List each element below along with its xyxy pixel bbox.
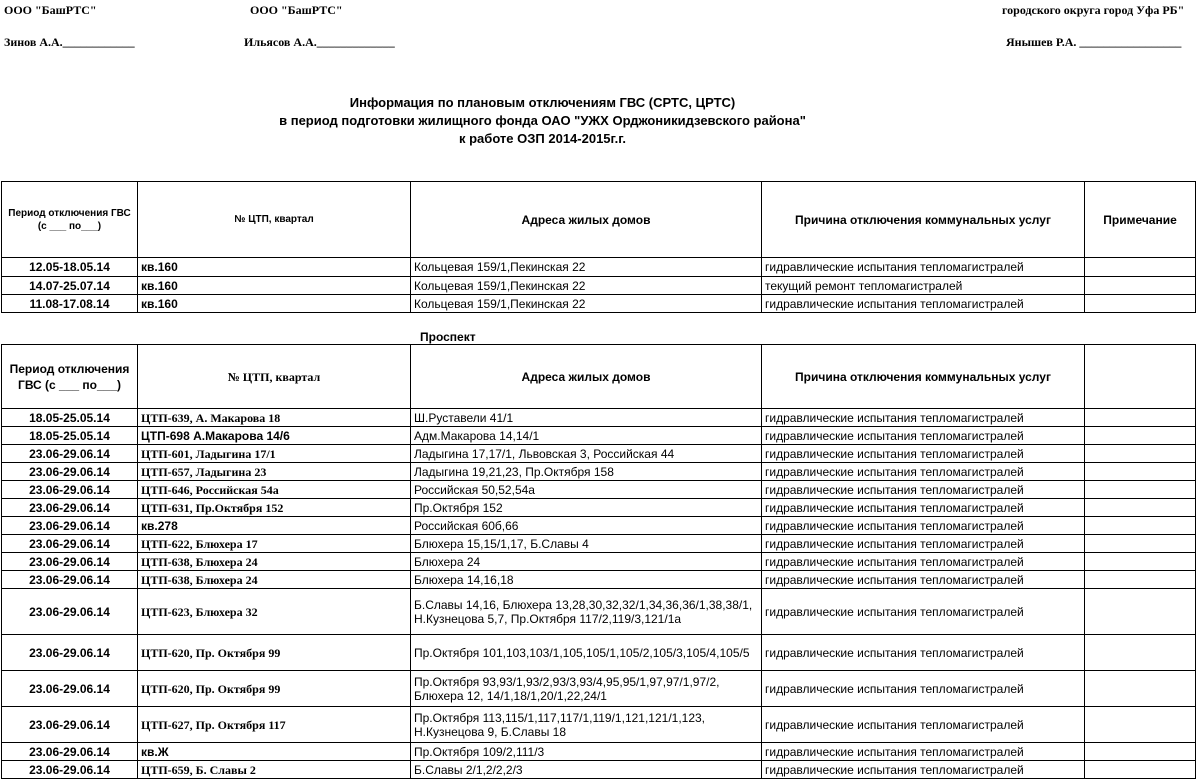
address-cell: Адм.Макарова 14,14/1	[411, 427, 762, 445]
note-cell	[1085, 635, 1196, 671]
ctp-cell: ЦТП-620, Пр. Октября 99	[138, 671, 411, 707]
note-cell	[1085, 671, 1196, 707]
reason-cell: гидравлические испытания тепломагистралей	[762, 535, 1085, 553]
note-cell	[1085, 295, 1196, 313]
period-cell: 23.06-29.06.14	[2, 445, 138, 463]
column-header-period: Период отключения ГВС (с ___ по___)	[2, 182, 138, 258]
address-cell: Пр.Октября 93,93/1,93/2,93/3,93/4,95,95/1,97,97/1,97/2, Блюхера 12, 14/1,18/1,20/1,22,24/1	[411, 671, 762, 707]
period-cell: 18.05-25.05.14	[2, 409, 138, 427]
address-cell: Б.Славы 14,16, Блюхера 13,28,30,32,32/1,34,36,36/1,38,38/1, Н.Кузнецова 5,7, Пр.Октября 117/2,119/3,121/1а	[411, 589, 762, 635]
reason-cell: гидравлические испытания тепломагистралей	[762, 589, 1085, 635]
reason-cell: гидравлические испытания тепломагистралей	[762, 258, 1085, 277]
note-cell	[1085, 743, 1196, 761]
note-cell	[1085, 481, 1196, 499]
period-cell: 23.06-29.06.14	[2, 535, 138, 553]
table-row	[2, 517, 1196, 535]
ctp-cell: ЦТП-639, А. Макарова 18	[138, 409, 411, 427]
column-header-address: Адреса жилых домов	[411, 182, 762, 258]
period-cell: 18.05-25.05.14	[2, 427, 138, 445]
ctp-cell: ЦТП-623, Блюхера 32	[138, 589, 411, 635]
schedule-table-2	[1, 344, 1196, 779]
schedule-table-1	[1, 181, 1196, 313]
reason-cell: гидравлические испытания тепломагистралей	[762, 427, 1085, 445]
document-title-line3: к работе ОЗП 2014-2015г.г.	[459, 131, 626, 146]
reason-cell: гидравлические испытания тепломагистралей	[762, 463, 1085, 481]
column-header-note	[1085, 345, 1196, 409]
reason-cell: гидравлические испытания тепломагистралей	[762, 553, 1085, 571]
reason-cell: гидравлические испытания тепломагистралей	[762, 571, 1085, 589]
table-row	[2, 589, 1196, 635]
address-cell: Ладыгина 17,17/1, Львовская 3, Российская 44	[411, 445, 762, 463]
table-row	[2, 463, 1196, 481]
reason-cell: гидравлические испытания тепломагистралей	[762, 481, 1085, 499]
ctp-cell: кв.Ж	[138, 743, 411, 761]
table-row	[2, 571, 1196, 589]
reason-cell: гидравлические испытания тепломагистралей	[762, 499, 1085, 517]
document-title-line2: в период подготовки жилищного фонда ОАО "УЖХ Орджоникидзевского района"	[279, 113, 806, 128]
address-cell: Кольцевая 159/1,Пекинская 22	[411, 258, 762, 277]
address-cell: Кольцевая 159/1,Пекинская 22	[411, 277, 762, 295]
period-cell: 23.06-29.06.14	[2, 481, 138, 499]
table-row	[2, 499, 1196, 517]
ctp-cell: ЦТП-638, Блюхера 24	[138, 553, 411, 571]
period-cell: 23.06-29.06.14	[2, 589, 138, 635]
ctp-cell: ЦТП-601, Ладыгина 17/1	[138, 445, 411, 463]
note-cell	[1085, 409, 1196, 427]
signature-right: Янышев Р.А. _________________	[1006, 35, 1182, 49]
column-header-note: Примечание	[1085, 182, 1196, 258]
reason-cell: гидравлические испытания тепломагистралей	[762, 409, 1085, 427]
table-row	[2, 445, 1196, 463]
period-cell: 23.06-29.06.14	[2, 463, 138, 481]
ctp-cell: ЦТП-627, Пр. Октября 117	[138, 707, 411, 743]
table-row	[2, 761, 1196, 779]
column-header-reason: Причина отключения коммунальных услуг	[762, 182, 1085, 258]
reason-cell: гидравлические испытания тепломагистралей	[762, 517, 1085, 535]
address-cell: Пр.Октября 152	[411, 499, 762, 517]
signature-middle: Ильясов А.А._____________	[244, 35, 395, 49]
ctp-cell: ЦТП-659, Б. Славы 2	[138, 761, 411, 779]
reason-cell: гидравлические испытания тепломагистралей	[762, 295, 1085, 313]
ctp-cell: кв.160	[138, 295, 411, 313]
address-cell: Ладыгина 19,21,23, Пр.Октября 158	[411, 463, 762, 481]
reason-cell: гидравлические испытания тепломагистралей	[762, 445, 1085, 463]
org-left: ООО "БашРТС"	[4, 3, 97, 17]
note-cell	[1085, 707, 1196, 743]
table-row	[2, 295, 1196, 313]
note-cell	[1085, 761, 1196, 779]
column-header-reason: Причина отключения коммунальных услуг	[762, 345, 1085, 409]
ctp-cell: кв.160	[138, 258, 411, 277]
address-cell: Блюхера 14,16,18	[411, 571, 762, 589]
address-cell: Б.Славы 2/1,2/2,2/3	[411, 761, 762, 779]
section-label-prospekt: Проспект	[420, 330, 476, 344]
org-middle: ООО "БашРТС"	[250, 3, 343, 17]
table-header-row	[2, 182, 1196, 258]
period-cell: 23.06-29.06.14	[2, 517, 138, 535]
table-row	[2, 481, 1196, 499]
period-cell: 23.06-29.06.14	[2, 553, 138, 571]
period-cell: 11.08-17.08.14	[2, 295, 138, 313]
address-cell: Пр.Октября 109/2,111/3	[411, 743, 762, 761]
ctp-cell: кв.160	[138, 277, 411, 295]
table-row	[2, 427, 1196, 445]
note-cell	[1085, 535, 1196, 553]
note-cell	[1085, 277, 1196, 295]
ctp-cell: ЦТП-638, Блюхера 24	[138, 571, 411, 589]
note-cell	[1085, 499, 1196, 517]
reason-cell: гидравлические испытания тепломагистралей	[762, 761, 1085, 779]
reason-cell: гидравлические испытания тепломагистралей	[762, 743, 1085, 761]
ctp-cell: ЦТП-698 А.Макарова 14/6	[138, 427, 411, 445]
period-cell: 23.06-29.06.14	[2, 761, 138, 779]
ctp-cell: ЦТП-631, Пр.Октября 152	[138, 499, 411, 517]
column-header-ctp: № ЦТП, квартал	[138, 182, 411, 258]
period-cell: 23.06-29.06.14	[2, 707, 138, 743]
signature-left: Зинов А.А.____________	[4, 35, 135, 49]
note-cell	[1085, 463, 1196, 481]
ctp-cell: кв.278	[138, 517, 411, 535]
column-header-address: Адреса жилых домов	[411, 345, 762, 409]
ctp-cell: ЦТП-657, Ладыгина 23	[138, 463, 411, 481]
table-header-row	[2, 345, 1196, 409]
period-cell: 23.06-29.06.14	[2, 499, 138, 517]
table-row	[2, 409, 1196, 427]
table-row	[2, 635, 1196, 671]
reason-cell: гидравлические испытания тепломагистралей	[762, 707, 1085, 743]
table-row	[2, 707, 1196, 743]
ctp-cell: ЦТП-620, Пр. Октября 99	[138, 635, 411, 671]
address-cell: Кольцевая 159/1,Пекинская 22	[411, 295, 762, 313]
document-title-line1: Информация по плановым отключениям ГВС (СРТС, ЦРТС)	[349, 95, 736, 110]
table-row	[2, 743, 1196, 761]
org-right: городского округа город Уфа РБ"	[1002, 3, 1185, 17]
table-row	[2, 277, 1196, 295]
address-cell: Российская 60б,66	[411, 517, 762, 535]
column-header-period: Период отключения ГВС (с ___ по___)	[2, 345, 138, 409]
address-cell: Ш.Руставели 41/1	[411, 409, 762, 427]
period-cell: 23.06-29.06.14	[2, 635, 138, 671]
table-row	[2, 535, 1196, 553]
note-cell	[1085, 553, 1196, 571]
note-cell	[1085, 258, 1196, 277]
address-cell: Пр.Октября 101,103,103/1,105,105/1,105/2,105/3,105/4,105/5	[411, 635, 762, 671]
table-row	[2, 258, 1196, 277]
ctp-cell: ЦТП-646, Российская 54а	[138, 481, 411, 499]
reason-cell: гидравлические испытания тепломагистралей	[762, 635, 1085, 671]
period-cell: 23.06-29.06.14	[2, 571, 138, 589]
note-cell	[1085, 571, 1196, 589]
address-cell: Блюхера 24	[411, 553, 762, 571]
period-cell: 12.05-18.05.14	[2, 258, 138, 277]
reason-cell: гидравлические испытания тепломагистралей	[762, 671, 1085, 707]
address-cell: Блюхера 15,15/1,17, Б.Славы 4	[411, 535, 762, 553]
period-cell: 23.06-29.06.14	[2, 743, 138, 761]
reason-cell: текущий ремонт тепломагистралей	[762, 277, 1085, 295]
note-cell	[1085, 589, 1196, 635]
ctp-cell: ЦТП-622, Блюхера 17	[138, 535, 411, 553]
table-row	[2, 671, 1196, 707]
table-row	[2, 553, 1196, 571]
period-cell: 23.06-29.06.14	[2, 671, 138, 707]
address-cell: Российская 50,52,54а	[411, 481, 762, 499]
period-cell: 14.07-25.07.14	[2, 277, 138, 295]
note-cell	[1085, 427, 1196, 445]
note-cell	[1085, 517, 1196, 535]
address-cell: Пр.Октября 113,115/1,117,117/1,119/1,121,121/1,123, Н.Кузнецова 9, Б.Славы 18	[411, 707, 762, 743]
column-header-ctp: № ЦТП, квартал	[138, 345, 411, 409]
note-cell	[1085, 445, 1196, 463]
